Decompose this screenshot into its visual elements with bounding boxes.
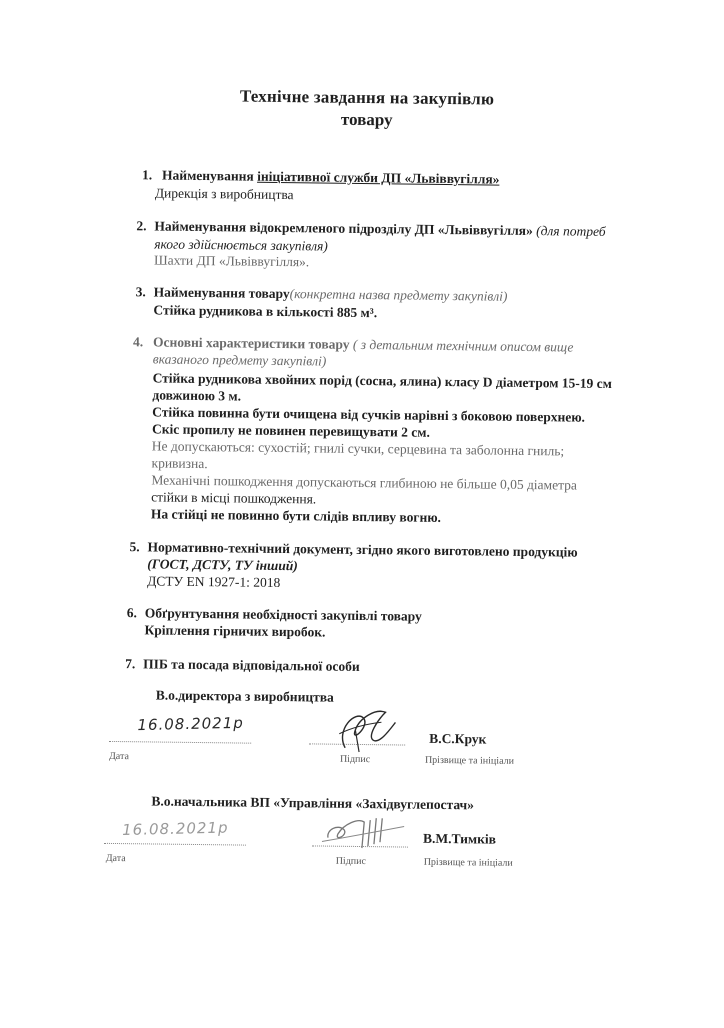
section-3-heading — [154, 284, 508, 304]
section-3-number: 3. — [135, 284, 146, 300]
caption-signature-2: Підпис — [335, 855, 367, 868]
section-3-note: (конкретна назва предмету закупівлі) — [289, 286, 508, 304]
signatory-1-position: В.о.директора з виробництва — [155, 687, 334, 705]
section-6-heading: Обґрунтування необхідності закупівлі товару — [144, 605, 422, 624]
signature-1-icon — [315, 699, 406, 760]
section-4-note-2: вказаного предмету закупівлі) — [152, 351, 327, 369]
signatory-2-handwritten-date: 16.08.2021р — [121, 818, 229, 839]
caption-name-2: Прізвище та ініціали — [423, 856, 513, 869]
section-4-line: кривизна. — [151, 455, 208, 472]
section-5-heading: Нормативно-технічний документ, згідно якого виготовлено продукцію — [147, 539, 578, 560]
section-4-line: Не допускаються: сухостій; гнилі сучки, серцевина та заболонна гниль; — [151, 438, 565, 459]
section-2-value: Шахти ДП «Львіввугілля». — [153, 252, 310, 270]
section-7-heading: ПІБ та посада відповідальної особи — [143, 656, 360, 674]
caption-date-2: Дата — [105, 852, 126, 865]
section-4-line: стійки в місці пошкодження. — [151, 489, 317, 507]
section-1-heading — [162, 168, 500, 188]
section-3-heading-text: Найменування товару — [153, 284, 290, 302]
section-2-number: 2. — [136, 218, 147, 234]
section-4-line: довжиною 3 м. — [152, 387, 242, 404]
section-4-line: Стійка повинна бути очищена від сучків нарівні з боковою поверхнею. — [152, 404, 586, 425]
section-5-value: ДСТУ EN 1927-1: 2018 — [147, 573, 281, 591]
section-4-heading-text: Основні характеристики товару — [152, 334, 350, 352]
section-3-value: Стійка рудникова в кількості 885 м³. — [153, 302, 378, 321]
section-4-line: На стійці не повинно бути слідів впливу вогню. — [150, 506, 442, 525]
caption-name-1: Прізвище та ініціали — [424, 754, 515, 767]
section-5-note: (ГОСТ, ДСТУ, ТУ інший) — [147, 556, 298, 574]
signatory-1-handwritten-date: 16.08.2021р — [137, 713, 244, 735]
section-6-number: 6. — [126, 605, 137, 621]
document-title: Технічне завдання на закупівлю — [239, 86, 495, 109]
section-4-number: 4. — [132, 334, 144, 350]
signatory-1-name: В.С.Крук — [429, 730, 487, 747]
caption-signature-1: Підпис — [339, 753, 371, 766]
section-1-heading-underlined: ініціативної служби ДП «Львіввугілля» — [257, 168, 500, 187]
section-1-value: Дирекція з виробництва — [154, 185, 294, 203]
section-7-number: 7. — [125, 656, 136, 672]
signatory-2-name: В.М.Тимків — [422, 830, 497, 847]
document-subtitle: товару — [340, 109, 393, 130]
section-2-note-2: якого здійснюється закупівля) — [154, 236, 328, 254]
section-4-line: Стійка рудникова хвойних порід (сосна, ялина) класу D діаметром 15-19 см — [152, 370, 612, 392]
section-2-heading-text: Найменування відокремленого підрозділу ДП «Львіввугілля» — [154, 218, 533, 239]
section-4-note-1: ( з детальним технічним описом вище — [352, 336, 574, 355]
caption-date-1: Дата — [108, 750, 129, 763]
section-6-value: Кріплення гірничих виробок. — [144, 622, 326, 640]
section-1-number: 1. — [142, 167, 153, 183]
date-line-1 — [109, 741, 251, 744]
section-4-line: Скіс пропилу не повинен перевищувати 2 см. — [151, 421, 430, 440]
section-5-number: 5. — [129, 539, 140, 555]
section-2-note-1: (для потреб — [536, 223, 606, 239]
signature-2-icon — [314, 807, 415, 858]
date-line-2 — [104, 843, 246, 846]
section-4-line: Механічні пошкодження допускаються глибиною не більше 0,05 діаметра — [151, 472, 578, 493]
signatory-2-position: В.о.начальника ВП «Управління «Західвуглепостач» — [151, 793, 475, 813]
section-1-heading-prefix: Найменування — [162, 167, 258, 184]
